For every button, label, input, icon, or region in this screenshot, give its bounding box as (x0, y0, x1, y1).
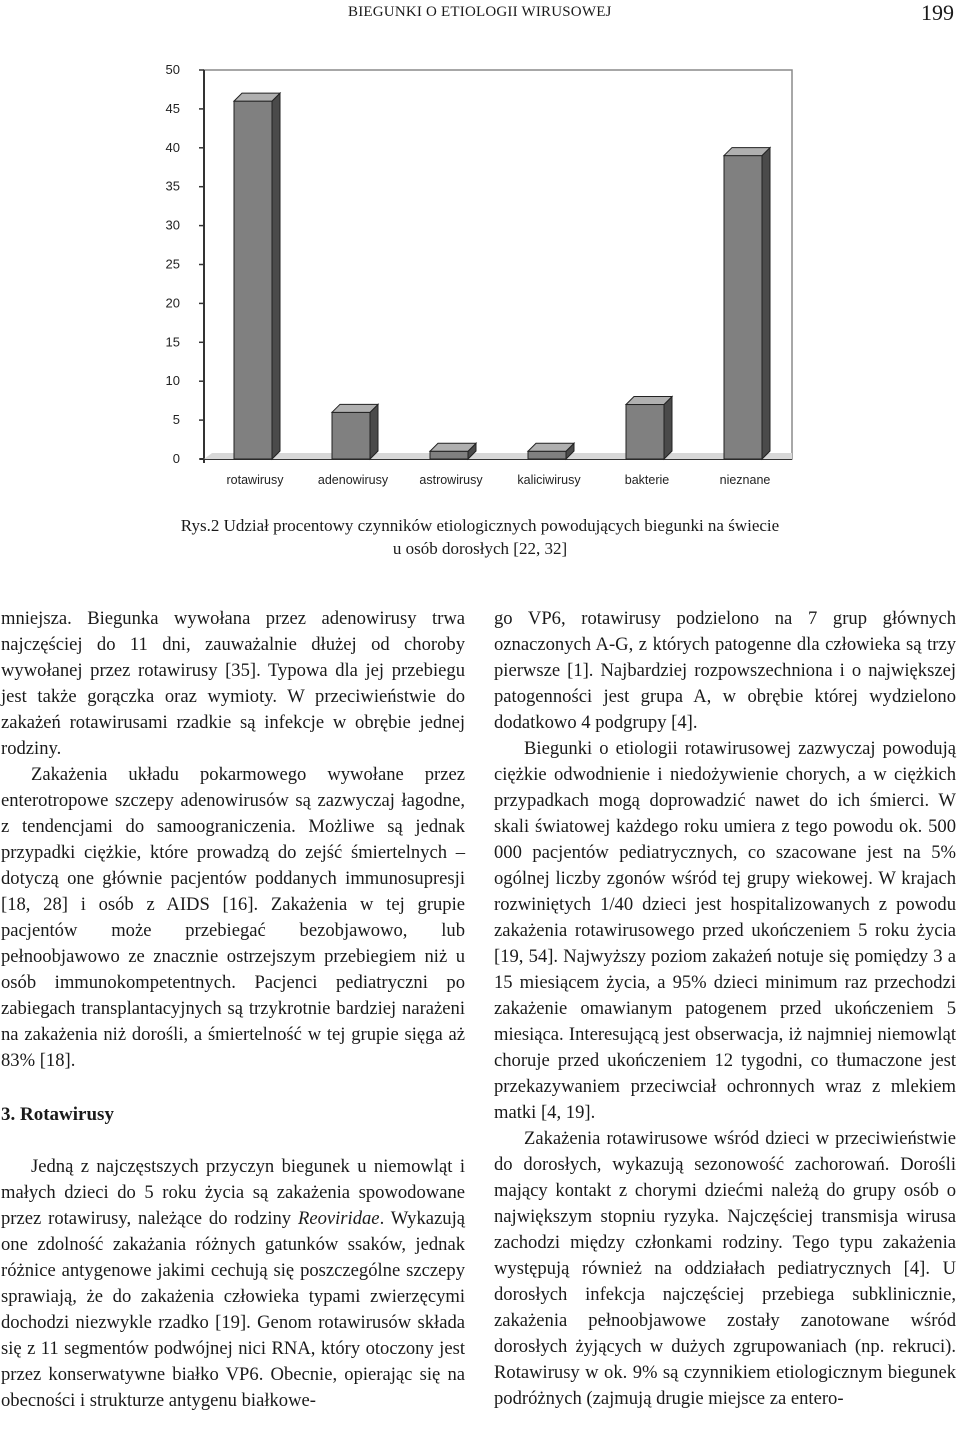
y-tick-label: 50 (165, 62, 180, 77)
section-heading: 3. Rotawirusy (1, 1104, 114, 1125)
bar (626, 397, 672, 459)
page-number: 199 (921, 0, 954, 25)
bar (528, 443, 574, 459)
caption-line-2: u osób dorosłych [22, 32] (392, 539, 568, 558)
chart-x-labels (227, 473, 771, 487)
chart-floor (204, 453, 792, 459)
x-tick-label: rotawirusy (226, 473, 284, 487)
paragraph: Zakażenia układu pokarmowego wywołane przez enterotropowe szczepy adenowirusów są zazwyczaj łagodne, z tendencjami do samoograniczenia. Możliwe są jednak przypadki ciężkie, które prowadzą do zejść śmiertelnych – dotyczą one głównie pacjentów poddanych immunosupresji [18, 28] i osób z AIDS [16]. Zakażenia w tej grupie pacjentów może przebiegać bezobjawowo, lub pełnoobjawowo ze znacznie ostrzejszym przebiegiem niż u osób immunokompetentnych. Pacjenci pediatryczni po zabiegach transplantacyjnych są trzykrotnie bardziej narażeni na zakażenia niż dorośli, a śmiertelność w tej grupie sięga aż 83% [18]. (1, 764, 465, 1071)
y-tick-label: 45 (165, 100, 180, 116)
bar-chart (160, 56, 810, 500)
x-tick-label: adenowirusy (317, 473, 389, 487)
bar-front (528, 451, 566, 459)
y-tick-label: 10 (165, 373, 180, 389)
paragraph: go VP6, rotawirusy podzielono na 7 grup głównych oznaczonych A-G, z których patogenne dla człowieka są trzy pierwsze [1]. Najbardziej rozpowszechniona i o największej patogenności jest grupa A, w obrębie której wydzielono dodatkowo 4 podgrupy [4]. (494, 608, 956, 733)
chart-y-ticks (166, 62, 204, 466)
paragraph: Zakażenia rotawirusowe wśród dzieci w przeciwieństwie do dorosłych, wykazują sezonowość zachorowań. Dorośli mający kontakt z chorymi dziećmi należą do grupy osób o największym stopniu ryzyka. Najczęściej transmisja wirusa zachodzi między członkami rodziny. Tego typu zakażenia występują również na oddziałach pediatrycznych [4]. U dorosłych infekcja najczęściej przebiega subklinicznie, zakażenia pełnoobjawowe zostały zanotowane wśród dorosłych żyjących w dużych zgrupowaniach (np. rekruci). Rotawirusy w ok. 9% są czynnikiem etiologicznym biegunek podróżnych (zajmują drugie miejsce za entero- (494, 1128, 956, 1409)
taxon-name: Reoviridae (297, 1208, 380, 1229)
plot-frame (204, 70, 792, 459)
caption-line-1: Rys.2 Udział procentowy czynników etiologicznych powodujących biegunki na świecie (180, 516, 780, 535)
y-tick-label: 35 (165, 178, 180, 194)
x-tick-label: astrowirusy (419, 473, 483, 487)
bar (234, 93, 280, 459)
y-tick-label: 40 (165, 139, 180, 155)
bar-front (430, 451, 468, 459)
bar-front (234, 101, 272, 459)
x-tick-label: kaliciwirusy (517, 473, 581, 487)
y-tick-label: 5 (172, 412, 180, 428)
bar (724, 148, 770, 459)
bar-top (332, 404, 378, 412)
paragraph-text: . Wykazują one zdolność zakażania różnych gatunków ssaków, jednak różnice antygenowe jakimi cechują się poszczególne szczepy sprawiają, że do zakażenia człowieka typami zwierzęcymi dochodzi niezwykle rzadko [19]. Genom rotawirusów składa się z 11 segmentów podwójnej nici RNA, który otoczony jest przez konserwatywne białko VP6. Obecnie, opierając się na obecności i strukturze antygenu białkowe- (1, 1208, 466, 1411)
y-tick-label: 30 (165, 217, 180, 233)
bar-side (664, 397, 672, 459)
bar-top (626, 397, 672, 405)
bar-top (528, 443, 574, 451)
bar-side (272, 93, 280, 459)
right-column (494, 606, 956, 1412)
y-tick-label: 0 (172, 451, 180, 466)
bar (430, 443, 476, 459)
y-tick-label: 15 (165, 334, 180, 350)
y-tick-label: 20 (165, 295, 180, 311)
bar-front (724, 156, 762, 459)
figure-caption (100, 514, 860, 560)
running-title: BIEGUNKI O ETIOLOGII WIRUSOWEJ (348, 4, 612, 20)
x-tick-label: bakterie (624, 473, 670, 487)
bar-front (626, 405, 664, 459)
bar-side (762, 148, 770, 459)
paragraph (1, 1154, 465, 1414)
left-column (1, 606, 465, 1414)
bar-top (430, 443, 476, 451)
bar-side (370, 404, 378, 459)
paragraph: Biegunki o etiologii rotawirusowej zazwyczaj powodują ciężkie odwodnienie i niedożywienie chorych, a w ciężkich przypadkach mogą doprowadzić nawet do ich śmierci. W skali światowej każdego roku umiera z tego powodu ok. 500 000 pacjentów pediatrycznych, co szacowane jest na 5% ogólnej liczby zgonów wśród tej grupy wiekowej. W krajach rozwiniętych 1/40 dzieci jest hospitalizowanych z powodu zakażenia rotawirusowego przed ukończeniem 5 roku życia [19, 54]. Najwyższy poziom zakażeń notuje się pomiędzy 3 a 15 miesiącem życia, a 95% dzieci minimum raz przechodzi zakażenie omawianym patogenem przed ukończeniem 5 miesiąca. Interesującą jest obserwacja, iż najmniej niemowląt choruje przed ukończeniem 12 tygodni, co tłumaczone jest przekazywaniem przeciwciał ochronnych wraz z mlekiem matki [4, 19]. (494, 738, 956, 1123)
bar-top (234, 93, 280, 101)
bar-top (724, 148, 770, 156)
y-tick-label: 25 (165, 256, 180, 272)
chart-axes (200, 70, 792, 463)
chart-bars (234, 93, 770, 459)
bar-front (332, 412, 370, 459)
paragraph: mniejsza. Biegunka wywołana przez adenowirusy trwa najczęściej do 11 dni, zauważalnie dłużej od choroby wywołanej przez rotawirusy [35]. Typowa dla jej przebiegu jest także gorączka oraz wymioty. W przeciwieństwie do zakażeń rotawirusami rzadkie są infekcje w obrębie jednej rodziny. (1, 608, 465, 759)
paragraph-text: Jedną z najczęstszych przyczyn biegunek u niemowląt i małych dzieci do 5 roku życia są zakażenia spowodowane przez rotawirusy, należące do rodziny (1, 1156, 465, 1229)
bar (332, 404, 378, 459)
x-tick-label: nieznane (719, 473, 771, 487)
